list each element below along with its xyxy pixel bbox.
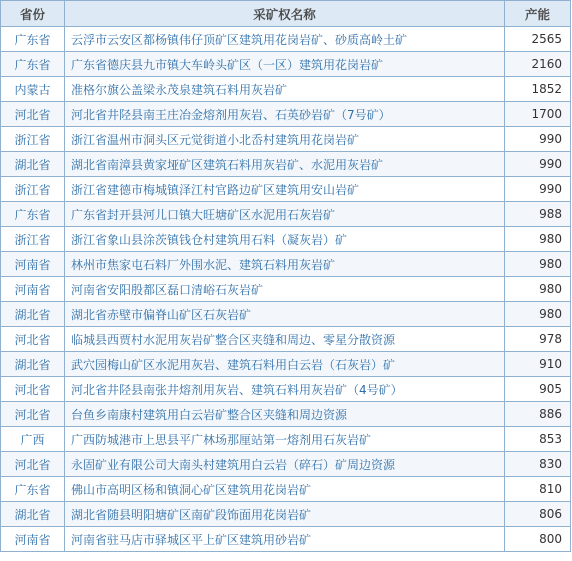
mining-right-name-cell: 河北省井陉县南王庄冶金熔剂用灰岩、石英砂岩矿（7号矿） [65,102,505,127]
province-cell: 浙江省 [1,227,65,252]
province-cell: 浙江省 [1,177,65,202]
capacity-cell: 810 [505,477,571,502]
mining-right-name-cell: 林州市焦家屯石料厂外围水泥、建筑石料用灰岩矿 [65,252,505,277]
capacity-cell: 905 [505,377,571,402]
province-cell: 广东省 [1,52,65,77]
table-row [1,377,571,402]
province-cell: 河北省 [1,452,65,477]
mining-right-name-cell: 广东省封开县河儿口镇大旺塘矿区水泥用石灰岩矿 [65,202,505,227]
table-row [1,77,571,102]
mining-right-name-cell: 湖北省随县明阳塘矿区南矿段饰面用花岗岩矿 [65,502,505,527]
capacity-cell: 853 [505,427,571,452]
mining-right-name-cell: 河南省安阳殷都区磊口清峪石灰岩矿 [65,277,505,302]
capacity-cell: 988 [505,202,571,227]
table-row [1,352,571,377]
mining-right-name-cell: 台鱼乡南康村建筑用白云岩矿整合区夹缝和周边资源 [65,402,505,427]
capacity-cell: 1852 [505,77,571,102]
province-cell: 河南省 [1,277,65,302]
province-cell: 河北省 [1,327,65,352]
capacity-cell: 980 [505,302,571,327]
table-row [1,102,571,127]
province-cell: 河南省 [1,527,65,552]
mining-right-name-cell: 临城县西贾村水泥用灰岩矿整合区夹缝和周边、零星分散资源 [65,327,505,352]
province-cell: 湖北省 [1,502,65,527]
capacity-cell: 980 [505,277,571,302]
province-cell: 湖北省 [1,352,65,377]
mining-right-name-cell: 广东省德庆县九市镇大车岭头矿区（一区）建筑用花岗岩矿 [65,52,505,77]
mining-right-name-cell: 浙江省温州市洞头区元觉街道小北岙村建筑用花岗岩矿 [65,127,505,152]
table-row [1,502,571,527]
mining-right-name-cell: 湖北省赤壁市偏脊山矿区石灰岩矿 [65,302,505,327]
province-cell: 河北省 [1,402,65,427]
capacity-cell: 830 [505,452,571,477]
table-row [1,477,571,502]
table-row [1,52,571,77]
table-row [1,277,571,302]
province-cell: 湖北省 [1,302,65,327]
header-name: 采矿权名称 [65,1,505,27]
mining-right-name-cell: 云浮市云安区都杨镇伟仔顶矿区建筑用花岗岩矿、砂质高岭土矿 [65,27,505,52]
header-province: 省份 [1,1,65,27]
table-row [1,427,571,452]
province-cell: 广东省 [1,202,65,227]
capacity-cell: 990 [505,177,571,202]
table-row [1,302,571,327]
province-cell: 河北省 [1,377,65,402]
capacity-cell: 886 [505,402,571,427]
capacity-cell: 806 [505,502,571,527]
table-row [1,452,571,477]
capacity-cell: 990 [505,127,571,152]
header-capacity: 产能 [505,1,571,27]
province-cell: 内蒙古 [1,77,65,102]
mining-right-name-cell: 湖北省南漳县黄家垭矿区建筑石料用灰岩矿、水泥用灰岩矿 [65,152,505,177]
capacity-cell: 1700 [505,102,571,127]
table-row [1,202,571,227]
capacity-cell: 990 [505,152,571,177]
capacity-cell: 910 [505,352,571,377]
province-cell: 广西 [1,427,65,452]
table-body [1,27,571,552]
table-row [1,127,571,152]
capacity-cell: 2565 [505,27,571,52]
province-cell: 广东省 [1,477,65,502]
capacity-cell: 2160 [505,52,571,77]
mining-right-name-cell: 永固矿业有限公司大南头村建筑用白云岩（碎石）矿周边资源 [65,452,505,477]
mining-right-name-cell: 武穴园梅山矿区水泥用灰岩、建筑石料用白云岩（石灰岩）矿 [65,352,505,377]
table-row [1,252,571,277]
mining-right-name-cell: 河南省驻马店市驿城区平上矿区建筑用砂岩矿 [65,527,505,552]
mining-right-name-cell: 广西防城港市上思县平广林场那厘站第一熔剂用石灰岩矿 [65,427,505,452]
capacity-cell: 980 [505,252,571,277]
table-row [1,27,571,52]
province-cell: 河北省 [1,102,65,127]
mining-right-name-cell: 浙江省建德市梅城镇泽江村官路边矿区建筑用安山岩矿 [65,177,505,202]
province-cell: 浙江省 [1,127,65,152]
mining-right-name-cell: 河北省井陉县南张井熔剂用灰岩、建筑石料用灰岩矿（4号矿） [65,377,505,402]
table-row [1,227,571,252]
capacity-cell: 980 [505,227,571,252]
table-row [1,327,571,352]
province-cell: 湖北省 [1,152,65,177]
mining-right-name-cell: 准格尔旗公盖梁永茂泉建筑石料用灰岩矿 [65,77,505,102]
capacity-cell: 800 [505,527,571,552]
table-row [1,402,571,427]
mining-right-name-cell: 佛山市高明区杨和镇洞心矿区建筑用花岗岩矿 [65,477,505,502]
province-cell: 广东省 [1,27,65,52]
table-row [1,152,571,177]
table-row [1,177,571,202]
capacity-cell: 978 [505,327,571,352]
table-row [1,527,571,552]
province-cell: 河南省 [1,252,65,277]
mining-right-name-cell: 浙江省象山县涂茨镇钱仓村建筑用石料（凝灰岩）矿 [65,227,505,252]
header-row [1,1,571,27]
